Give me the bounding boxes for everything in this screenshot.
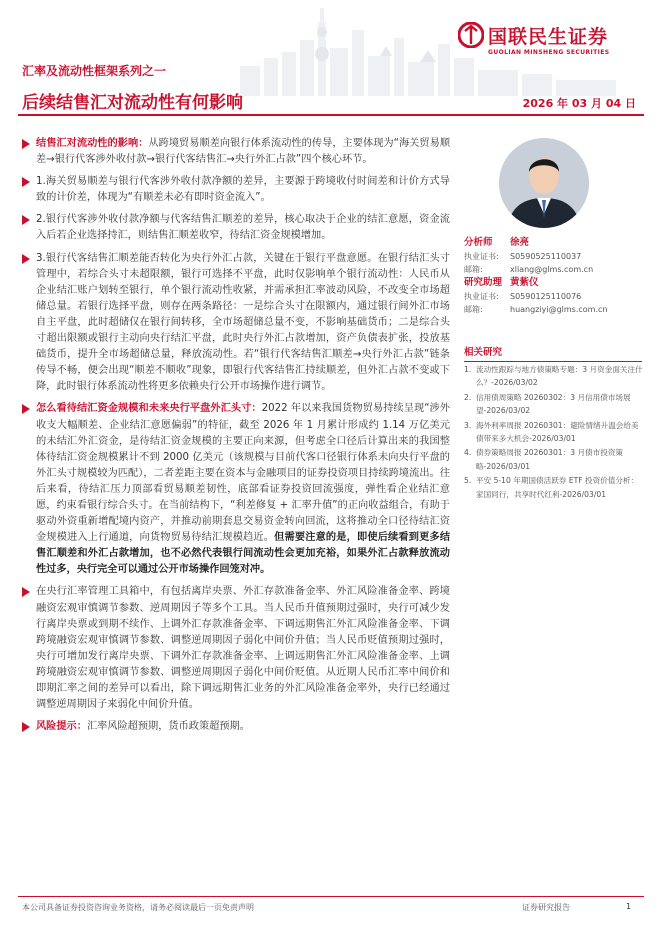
related-research-item[interactable] [464, 391, 644, 418]
analyst-1-role: 分析师 [464, 237, 493, 248]
brand-name-en: GUOLIAN MINSHENG SECURITIES [488, 49, 610, 56]
summary-paragraph [20, 251, 450, 396]
paragraph-text: 3.银行代客结售汇顺差能否转化为央行外汇占款，关键在于银行平盘意愿。在银行结汇头寸管理中，若综合头寸未超限额，银行可选择不平盘，此时仅影响单个银行流动性：人民币从企业结汇账户划转至银行，单个银行流动性收紧，并需承担汇率波动风险，不改变全市场超储总量。若银行选择平盘，则存在两条路径：一是综合头寸在限额内，通过银行间外汇市场自主平盘，此时超储仅在银行间转移，全市场超储总量不变，不影响基础货币；二是综合头寸超出限额或银行主动向央行结汇平盘，此时央行外汇占款增加，资产负债表扩张，投放基础货币，提升全市场超储总量，释放流动性。若“银行代客结售汇顺差→央行外汇占款”链条传导不畅，便会出现“顺差不顺收”现象，即银行代客结售汇持续顺差，但外汇占款不变或下降，此时银行体系流动性将更多依赖央行公开市场操作进行调节。 [36, 252, 450, 393]
bullet-triangle-icon [22, 215, 30, 225]
analyst-1-name: 徐亮 [510, 237, 530, 248]
report-header [0, 0, 662, 118]
analyst-1-email[interactable]: xliang@glms.com.cn [510, 265, 594, 274]
footer-disclaimer: 本公司具备证券投资咨询业务资格，请务必阅读最后一页免责声明 [22, 903, 254, 912]
analyst-1-cert: S0590525110037 [510, 252, 582, 261]
analyst-1-header [464, 236, 644, 250]
bullet-triangle-icon [22, 139, 30, 149]
analyst-info [464, 236, 644, 316]
report-series: 汇率及流动性框架系列之一 [22, 64, 167, 78]
analyst-1-cert-label: 执业证书: [464, 252, 499, 261]
brand-name-cn: 国联民生证券 [488, 26, 609, 48]
paragraph-text: 2022 年以来我国货物贸易持续呈现“涉外收支大幅顺差、企业结汇意愿偏弱”的特征，截至 2026 年 1 月累计形成约 1.14 万亿美元的未结汇外汇资金，是待结汇资金规模的主要正向来源，但考虑全口径后计算出来的我国整体待结汇资金规模累计不到 2000 亿美元（该规模与目前代客口径银行体系未向央行平盘的外汇头寸规模较为匹配），二者差距主要在资本与金融项目的证券投资项目持续跨境流出。往后来看，待结汇压力顶部看贸易顺差韧性，底部看证券投资回流强度，弹性看企业结汇意愿，约束看银行综合头寸。在当前结构下，“利差修复 + 汇率升值”的正向收益组合，有助于驱动外资重新增配境内资产，并推动前期套息交易资金转向回流，这将推动全口径待结汇资金规模进入上行通道，向货物贸易待结汇规模趋近。 [36, 403, 450, 544]
paragraph-text: 从跨境贸易顺差向银行体系流动性的传导，主要体现为“海关贸易顺差→银行代客涉外收付款→银行代客结售汇→央行外汇占款”四个核心环节。 [36, 138, 451, 166]
bullet-triangle-icon [22, 722, 30, 732]
bullet-triangle-icon [22, 587, 30, 597]
related-item-number: 2. [464, 392, 472, 402]
paragraph-keyword: 结售汇对流动性的影响： [36, 138, 149, 149]
analyst-2-cert-row [464, 290, 644, 303]
related-item-title: 债券策略周报 20260301：3 月债市投资策略-2026/03/01 [476, 448, 624, 471]
related-item-title: 海外利率周报 20260301：避险情绪升温会给美债带来多大机会-2026/03/01 [476, 420, 639, 444]
related-research-item[interactable] [464, 419, 644, 446]
related-item-number: 1. [464, 365, 472, 374]
related-research-item[interactable] [464, 474, 644, 501]
bullet-triangle-icon [22, 254, 30, 264]
logo-mark-icon [458, 22, 484, 48]
report-title: 后续结售汇对流动性有何影响 [22, 93, 243, 113]
related-item-title: 流动性跟踪与地方债策略专题：3 月资金面关注什么？-2026/03/02 [476, 365, 643, 388]
analyst-2-name: 黄紫仪 [510, 277, 539, 288]
analyst-2-role: 研究助理 [464, 277, 503, 288]
related-item-number: 4. [464, 448, 472, 458]
paragraph-text: 汇率风险超预期，货币政策超预期。 [86, 721, 250, 733]
analyst-1-email-label: 邮箱: [464, 265, 483, 274]
analyst-2-cert-label: 执业证书: [464, 292, 499, 301]
summary-paragraph [20, 401, 450, 578]
analyst-2-cert: S0590125110076 [510, 292, 582, 301]
analyst-2-header [464, 276, 644, 290]
paragraph-text: 在央行汇率管理工具箱中，有包括离岸央票、外汇存款准备金率、外汇风险准备金率、跨境融资宏观审慎调节参数、逆周期因子等多个工具。当人民币升值预期过强时，央行可减少发行离岸央票或到期不续作、上调外汇存款准备金率、下调远期售汇外汇风险准备金率、下调跨境融资宏观审慎调节参数、调整逆周期因子弱化中间价升值；当人民币贬值预期过强时，央行可增加发行离岸央票、下调外汇存款准备金率、上调远期售汇外汇风险准备金率、上调跨境融资宏观审慎调节参数、调整逆周期因子弱化中间价贬值。从近期人民币汇率中间价和即期汇率之间的差异可以看出，除下调远期售汇业务的外汇风险准备金率外，央行已经通过调整逆周期因子来弱化中间价升值。 [36, 586, 450, 711]
paragraph-emphasis: 但需要注意的是，即使后续看到更多结售汇顺差和外汇占款增加，也不必然代表银行间流动性会更加充裕，如果外汇占款释放流动性过多，央行完全可以通过公开市场操作回笼对冲。 [36, 532, 451, 576]
analyst-1-email-row [464, 263, 644, 276]
analyst-photo [499, 138, 589, 228]
related-research-item[interactable] [464, 363, 644, 390]
analyst-2-email[interactable]: huangziyi@glms.com.cn [510, 305, 608, 314]
related-research-heading: 相关研究 [464, 344, 642, 362]
summary-paragraph [20, 136, 450, 168]
report-date: 2026 年 03 月 04 日 [522, 97, 636, 110]
page-number: 1 [626, 902, 632, 911]
footer-divider [18, 896, 644, 897]
summary-paragraph [20, 584, 450, 713]
summary-paragraph [20, 719, 450, 735]
bullet-triangle-icon [22, 177, 30, 187]
summary-paragraph [20, 212, 450, 244]
related-research-item[interactable] [464, 446, 644, 473]
related-item-title: 信用债周策略 20260302：3 月信用债市场展望-2026/03/02 [476, 392, 631, 416]
related-item-number: 3. [464, 420, 472, 430]
related-research-list [464, 363, 644, 502]
analyst-2-email-label: 邮箱: [464, 305, 483, 314]
report-summary [20, 136, 450, 741]
brand-logo [458, 22, 638, 66]
analyst-2-email-row [464, 303, 644, 316]
header-divider [18, 114, 644, 116]
bullet-triangle-icon [22, 404, 30, 414]
summary-paragraph [20, 174, 450, 206]
analyst-portrait-icon [499, 138, 589, 228]
paragraph-text: 2.银行代客涉外收付款净额与代客结售汇顺差的差异，核心取决于企业的结汇意愿，资金流入后若企业选择持汇，则结售汇顺差收窄，待结汇资金规模增加。 [36, 214, 450, 242]
related-item-number: 5. [464, 476, 472, 486]
paragraph-keyword: 怎么看待结汇资金规模和未来央行平盘外汇头寸： [36, 403, 262, 415]
paragraph-keyword: 风险提示： [36, 721, 87, 733]
paragraph-text: 1.海关贸易顺差与银行代客涉外收付款净额的差异，主要源于跨境收付时间差和计价方式导致的计价差，体现为“有顺差未必有即时资金流入”。 [36, 176, 450, 204]
footer-report-type: 证券研究报告 [522, 903, 570, 912]
related-item-title: 平安 5-10 年期国债活跃券 ETF 投资价值分析：家国同行，共享时代红利-2026/03/01 [476, 476, 639, 499]
analyst-1-cert-row [464, 250, 644, 263]
